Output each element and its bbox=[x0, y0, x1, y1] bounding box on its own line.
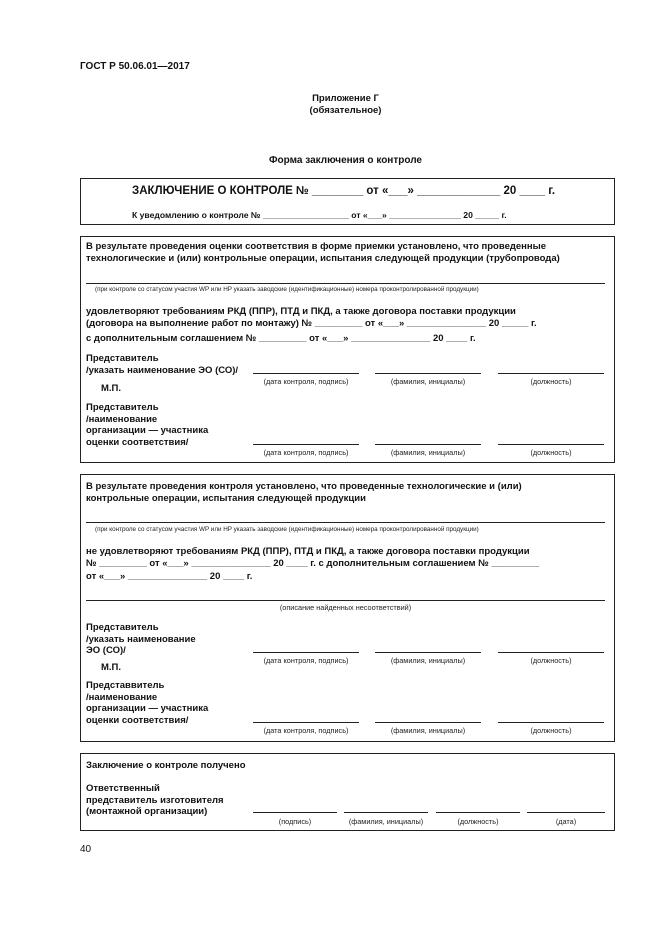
rep1-date-caption: (дата контроля, подпись) bbox=[263, 377, 349, 386]
notice-reference: К уведомлению о контроле № __________________ от «___» _______________ 20 _____ г. bbox=[132, 210, 507, 220]
rep1-date-caption: (дата контроля, подпись) bbox=[263, 656, 349, 665]
rep1-label-line2: /указать наименование ЭО (СО)/ bbox=[86, 365, 239, 376]
rep2-date-sign-line[interactable] bbox=[253, 722, 359, 723]
rep2-position-caption: (должность) bbox=[530, 726, 572, 735]
rep1-label-line1: Представитель bbox=[86, 353, 159, 364]
rep1-position-line[interactable] bbox=[498, 652, 604, 653]
rep1-position-caption: (должность) bbox=[530, 377, 572, 386]
resp-label-line1: Ответственный bbox=[86, 783, 160, 794]
sign-caption: (подпись) bbox=[278, 817, 312, 826]
nonconf-intro-line2: контрольные операции, испытания следующей продукции bbox=[86, 493, 366, 504]
stamp-label: М.П. bbox=[101, 383, 122, 394]
document-code: ГОСТ Р 50.06.01—2017 bbox=[80, 61, 190, 72]
rep1-name-caption: (фамилия, инициалы) bbox=[390, 377, 466, 386]
defects-caption: (описание найденных несоответствий) bbox=[279, 603, 412, 612]
rep1-name-line[interactable] bbox=[375, 652, 481, 653]
rep2-name-line[interactable] bbox=[375, 444, 481, 445]
rep1-date-sign-line[interactable] bbox=[253, 652, 359, 653]
rep2-label-line2: /наименование bbox=[86, 692, 158, 703]
acceptance-intro-line1: В результате проведения оценки соответствия в форме приемки установлено, что проведенные bbox=[86, 241, 547, 252]
form-title: Форма заключения о контроле bbox=[269, 155, 422, 166]
rep1-date-sign-line[interactable] bbox=[253, 373, 359, 374]
fail-line3: от «___» _______________ 20 ____ г. bbox=[86, 571, 253, 582]
rep2-name-line[interactable] bbox=[375, 722, 481, 723]
rep2-label-line4: оценки соответствия/ bbox=[86, 437, 189, 448]
fail-line1: не удовлетворяют требованиям РКД (ППР), ПТД и ПКД, а также договора поставки продукции bbox=[86, 546, 530, 557]
date-line[interactable] bbox=[527, 812, 605, 813]
defects-fill-line[interactable] bbox=[86, 600, 605, 601]
product-note: (при контроле со статусом участия WP или HP указать заводские (идентификационные) номера проконтролированной продукции) bbox=[95, 526, 479, 533]
position-line[interactable] bbox=[436, 812, 520, 813]
product-note: (при контроле со статусом участия WP или HP указать заводские (идентификационные) номера проконтролированной продукции) bbox=[95, 286, 479, 293]
rep2-position-caption: (должность) bbox=[530, 448, 572, 457]
rep1-label-line2: /указать наименование bbox=[86, 634, 196, 645]
rep1-name-line[interactable] bbox=[375, 373, 481, 374]
appendix-subtitle: (обязательное) bbox=[309, 105, 382, 116]
position-caption: (должность) bbox=[457, 817, 499, 826]
conclusion-header-box bbox=[80, 178, 615, 225]
name-caption: (фамилия, инициалы) bbox=[348, 817, 424, 826]
rep1-name-caption: (фамилия, инициалы) bbox=[390, 656, 466, 665]
acceptance-section bbox=[80, 236, 615, 463]
rep2-label-line3: организации — участника bbox=[86, 425, 209, 436]
resp-label-line2: представитель изготовителя bbox=[86, 795, 224, 806]
rep2-label-line3: организации — участника bbox=[86, 703, 209, 714]
product-fill-line[interactable] bbox=[86, 522, 605, 523]
comply-line3: с дополнительным соглашением № _________ от «___» _______________ 20 ____ г. bbox=[86, 333, 476, 344]
rep1-position-line[interactable] bbox=[498, 373, 604, 374]
rep2-name-caption: (фамилия, инициалы) bbox=[390, 448, 466, 457]
receipt-title: Заключение о контроле получено bbox=[86, 760, 246, 771]
rep2-date-sign-line[interactable] bbox=[253, 444, 359, 445]
stamp-label: М.П. bbox=[101, 662, 122, 673]
sign-line[interactable] bbox=[253, 812, 337, 813]
date-caption: (дата) bbox=[555, 817, 577, 826]
acceptance-intro-line2: технологические и (или) контрольные операции, испытания следующей продукции (трубопровода) bbox=[86, 253, 560, 264]
rep2-label-line1: Представитель bbox=[86, 402, 159, 413]
fail-line2: № _________ от «___» _______________ 20 ____ г. с дополнительным соглашением № _________ bbox=[86, 558, 540, 569]
name-line[interactable] bbox=[344, 812, 428, 813]
rep2-label-line1: Представвитель bbox=[86, 680, 165, 691]
rep1-label-line3: ЭО (СО)/ bbox=[86, 645, 126, 656]
rep2-date-caption: (дата контроля, подпись) bbox=[263, 726, 349, 735]
rep2-label-line4: оценки соответствия/ bbox=[86, 715, 189, 726]
conclusion-title: ЗАКЛЮЧЕНИЕ О КОНТРОЛЕ № ________ от «___» _____________ 20 ____ г. bbox=[132, 185, 556, 197]
receipt-section bbox=[80, 753, 615, 831]
product-fill-line[interactable] bbox=[86, 283, 605, 284]
resp-label-line3: (монтажной организации) bbox=[86, 806, 208, 817]
rep2-date-caption: (дата контроля, подпись) bbox=[263, 448, 349, 457]
rep2-position-line[interactable] bbox=[498, 444, 604, 445]
rep2-position-line[interactable] bbox=[498, 722, 604, 723]
rep1-label-line1: Представитель bbox=[86, 622, 159, 633]
appendix-title: Приложение Г bbox=[312, 93, 379, 104]
comply-line2: (договора на выполнение работ по монтажу) № _________ от «___» _______________ 20 _____ г. bbox=[86, 318, 537, 329]
page-number: 40 bbox=[80, 844, 92, 855]
rep2-label-line2: /наименование bbox=[86, 414, 158, 425]
nonconformity-section bbox=[80, 474, 615, 742]
comply-line1: удовлетворяют требованиям РКД (ППР), ПТД и ПКД, а также договора поставки продукции bbox=[86, 306, 516, 317]
rep1-position-caption: (должность) bbox=[530, 656, 572, 665]
rep2-name-caption: (фамилия, инициалы) bbox=[390, 726, 466, 735]
nonconf-intro-line1: В результате проведения контроля установлено, что проведенные технологические и (или) bbox=[86, 481, 522, 492]
